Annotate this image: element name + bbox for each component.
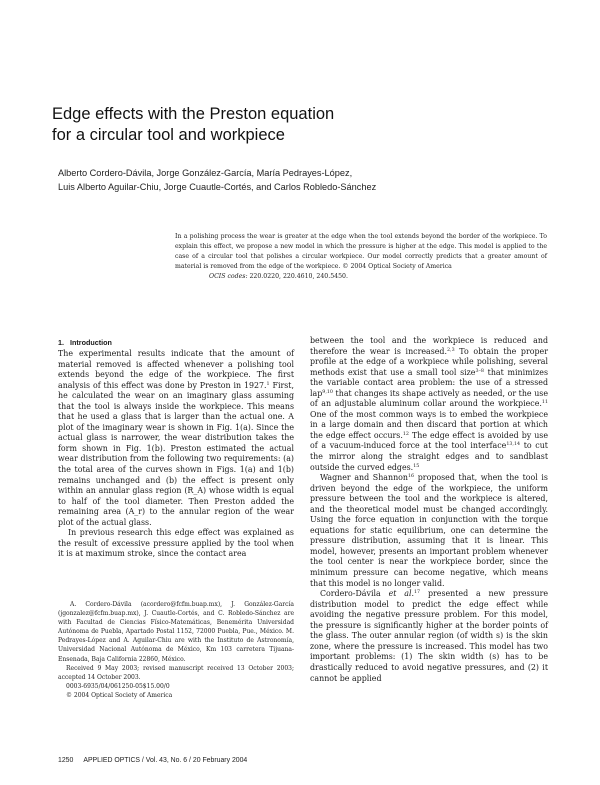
reference-mark: 12 (402, 431, 409, 437)
footnote-affiliations: A. Cordero-Dávila (acordero@fcfm.buap.mx), J. González-García (jgonzalez@fcfm.buap.mx), J. Cuautle-Cortés, and C. Robledo-Sánchez are with Facultad de Ciencias Físico-Matemáticas, Benemérita Universidad Autónoma de Puebla, Apartado Postal 1152, 72000 Puebla, Pue., México. M. Pedrayes-López and A. Aguilar-Chiu are with the Instituto de Astronomía, Universidad Nacional Autónoma de México, Km 103 carretera Tijuana-Ensenada, Baja California 22860, México. (58, 601, 294, 663)
text-run: Wagner and Shannon (320, 473, 408, 483)
text-run: presented a new pressure distribution model to predict the edge effect while avoiding the negative pressure problem. For this model, the pressure is significantly higher at the border points of the glass. The outer annular region (of width s) is the skin zone, where the pressure is increased. This model has two important problems: (1) The skin width (s) has to be drastically reduced to avoid negative pressures, and (2) it cannot be applied (310, 589, 549, 683)
ocis-codes (175, 272, 547, 282)
page-number: 1250 (58, 757, 74, 764)
text-run: that changes its shape actively as needed, or the use of an adjustable aluminum collar around the workpiece. (310, 388, 548, 409)
footnote-received: Received 9 May 2003; revised manuscript received 13 October 2003; accepted 14 October 2003. (58, 664, 294, 681)
ocis-values: 220.0220, 220.4610, 240.5450. (249, 273, 348, 280)
text-run: The edge effect is avoided by use of a vacuum-induced force at the tool interface (310, 430, 548, 451)
reference-mark: 11 (541, 400, 548, 406)
intro-paragraph-1 (58, 349, 294, 528)
abstract (175, 232, 547, 282)
text-run: In previous research this edge effect was explained as the result of excessive pressure applied by the tool when it is at maximum stroke, since the contact area (58, 528, 294, 559)
body-paragraph-3 (310, 589, 548, 684)
section-title: Introduction (70, 338, 112, 347)
left-column (58, 338, 294, 560)
section-number: 1. (58, 338, 64, 347)
reference-mark: 9,10 (322, 389, 333, 395)
reference-mark: 1 (266, 381, 270, 387)
reference-mark: 17 (414, 590, 421, 596)
text-run: To obtain the proper profile at the edge of a workpiece while polishing, several methods exist that use a small tool size (310, 346, 548, 377)
text-run: between the tool and the workpiece is reduced and therefore the wear is increased. (310, 336, 548, 356)
text-run: to cut the mirror along the straight edges and to sandblast outside the curved edges. (310, 441, 548, 472)
body-paragraph-1 (310, 336, 548, 473)
footnote-copyright: © 2004 Optical Society of America (66, 691, 173, 699)
authors-line-1: Alberto Cordero-Dávila, Jorge González-García, María Pedrayes-López, (58, 168, 353, 178)
text-run: Cordero-Dávila (320, 589, 389, 599)
ocis-label: OCIS codes: (209, 273, 248, 280)
intro-paragraph-2 (58, 528, 294, 560)
reference-mark: 3–8 (475, 368, 484, 374)
journal-citation: APPLIED OPTICS / Vol. 43, No. 6 / 20 February 2004 (83, 757, 248, 764)
text-run: One of the most common ways is to embed the workpiece in a large domain and then discard that portion at which the edge effect occurs. (310, 409, 548, 440)
abstract-text: In a polishing process the wear is greater at the edge when the tool extends beyond the border of the workpiece. To explain this effect, we propose a new model in which the pressure is higher at the edge. This model is applied to the case of a circular tool that polishes a circular workpiece. Our model correctly predicts that a greater amount of material is removed from the edge of the workpiece. © 2004 Optical Society of America (175, 233, 547, 270)
text-run-italic: et al. (388, 589, 414, 599)
article-title (52, 104, 552, 146)
reference-mark: 15 (413, 463, 420, 469)
text-run: proposed that, when the tool is driven beyond the edge of the workpiece, the uniform pressure between the tool and the workpiece is altered, and the theoretical model must be changed accordingly. Using the force equation in conjunction with the torque equations for static equilibrium, one can determine the pressure distribution, assuming that it is linear. This model, however, presents an important problem whenever the tool center is near the workpiece border, since the minimum pressure can become negative, which means that this model is no longer valid. (310, 473, 548, 588)
title-line-2: for a circular tool and workpiece (52, 126, 285, 144)
authors-line-2: Luis Alberto Aguilar-Chiu, Jorge Cuautle-Cortés, and Carlos Robledo-Sánchez (58, 181, 377, 192)
reference-mark: 13,14 (506, 442, 521, 448)
author-list (58, 167, 558, 194)
body-paragraph-2 (310, 473, 548, 589)
text-run: that minimizes the variable contact area problem: the use of a stressed lap (310, 367, 548, 398)
reference-mark: 16 (408, 474, 415, 480)
footnote-issn: 0003-6935/04/061250-05$15.00/0 (66, 682, 170, 690)
page-footer (58, 757, 247, 764)
footnotes (58, 600, 294, 700)
reference-mark: 2,3 (447, 347, 455, 353)
text-run: First, he calculated the wear on an imaginary glass assuming that the tool is always inside the workpiece. This means that he used a glass that is larger than the actual one. A plot of the imaginary wear is shown in Fig. 1(a). Since the actual glass is narrower, the wear distribution takes the form shown in Fig. 1(b). Preston estimated the actual wear distribution from the following two requirements: (a) the total area of the curves shown in Figs. 1(a) and 1(b) remains unchanged and (b) the effect is present only within an annular glass region (R_A) whose width is equal to half of the tool diameter. Then Preston added the remaining area (A_r) to the annular region of the wear plot of the actual glass. (58, 380, 294, 527)
section-heading (58, 338, 294, 348)
text-run: The experimental results indicate that the amount of material removed is affected whenever a polishing tool extends beyond the edge of the workpiece. The first analysis of this effect was done by Preston in 1927. (58, 349, 294, 390)
right-column (310, 336, 548, 684)
title-line-1: Edge effects with the Preston equation (52, 105, 335, 123)
